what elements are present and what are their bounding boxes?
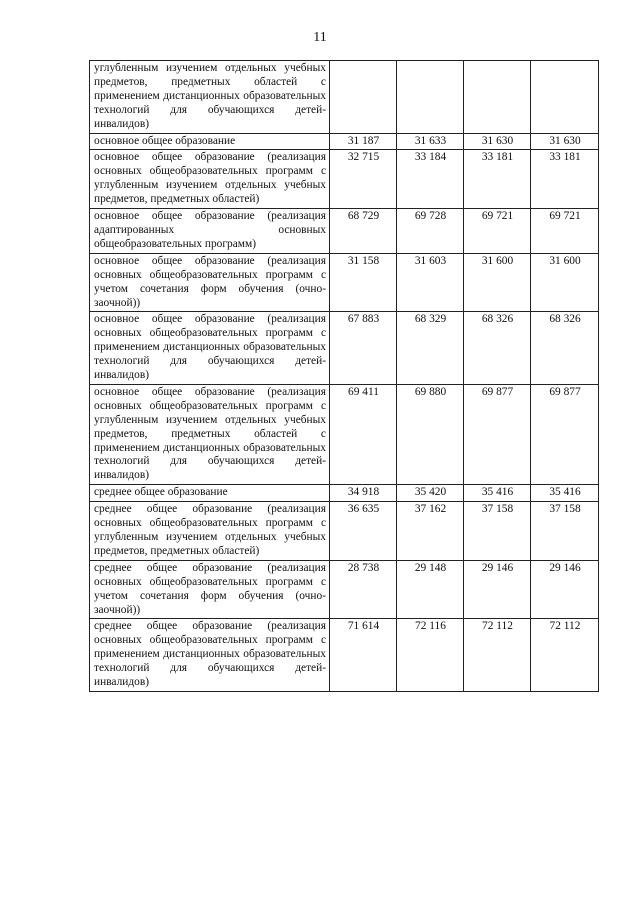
value-col-1: 34 918 (330, 485, 397, 502)
value-col-1: 68 729 (330, 209, 397, 254)
value-col-3: 37 158 (464, 502, 531, 561)
row-description: основное общее образование (90, 133, 330, 150)
value-col-3: 69 721 (464, 209, 531, 254)
row-description: основное общее образование (реализация основных общеобразовательных программ с учетом сочетания форм обучения (очно-заочной)) (90, 253, 330, 312)
value-col-4: 37 158 (531, 502, 599, 561)
row-description: основное общее образование (реализация основных общеобразовательных программ с углубленным изучением отдельных учебных предметов, предметных областей) (90, 150, 330, 209)
value-col-3: 29 146 (464, 560, 531, 619)
row-description: углубленным изучением отдельных учебных предметов, предметных областей с применением дистанционных образовательных технологий для обучающихся детей-инвалидов) (90, 61, 330, 134)
table-row (90, 560, 599, 619)
table-row (90, 253, 599, 312)
value-col-1 (330, 61, 397, 134)
value-col-2: 29 148 (397, 560, 464, 619)
table-row (90, 485, 599, 502)
value-col-4: 69 721 (531, 209, 599, 254)
table-row (90, 502, 599, 561)
value-col-4: 68 326 (531, 312, 599, 385)
value-col-2: 72 116 (397, 619, 464, 692)
table-row (90, 384, 599, 484)
value-col-1: 36 635 (330, 502, 397, 561)
row-description: среднее общее образование (реализация основных общеобразовательных программ с углубленным изучением отдельных учебных предметов, предметных областей) (90, 502, 330, 561)
table-row (90, 209, 599, 254)
value-col-1: 69 411 (330, 384, 397, 484)
value-col-2: 31 633 (397, 133, 464, 150)
value-col-1: 31 187 (330, 133, 397, 150)
table-row (90, 312, 599, 385)
value-col-2: 31 603 (397, 253, 464, 312)
value-col-3: 35 416 (464, 485, 531, 502)
value-col-3: 33 181 (464, 150, 531, 209)
value-col-2: 35 420 (397, 485, 464, 502)
value-col-2: 68 329 (397, 312, 464, 385)
row-description: основное общее образование (реализация основных общеобразовательных программ с углубленным изучением отдельных учебных предметов, предметных областей с применением дистанционных образовательных технологий для обучающихся детей-инвалидов) (90, 384, 330, 484)
value-col-3: 68 326 (464, 312, 531, 385)
table-row (90, 150, 599, 209)
value-col-4: 33 181 (531, 150, 599, 209)
value-col-4: 29 146 (531, 560, 599, 619)
value-col-3: 69 877 (464, 384, 531, 484)
row-description: среднее общее образование (90, 485, 330, 502)
value-col-2: 37 162 (397, 502, 464, 561)
row-description: среднее общее образование (реализация основных общеобразовательных программ с применением дистанционных образовательных технологий для обучающихся детей-инвалидов) (90, 619, 330, 692)
value-col-1: 71 614 (330, 619, 397, 692)
value-col-4 (531, 61, 599, 134)
value-col-2: 33 184 (397, 150, 464, 209)
row-description: среднее общее образование (реализация основных общеобразовательных программ с учетом сочетания форм обучения (очно-заочной)) (90, 560, 330, 619)
value-col-2: 69 880 (397, 384, 464, 484)
value-col-4: 31 600 (531, 253, 599, 312)
value-col-1: 67 883 (330, 312, 397, 385)
table-row (90, 61, 599, 134)
value-col-4: 69 877 (531, 384, 599, 484)
value-col-1: 31 158 (330, 253, 397, 312)
cost-table (89, 60, 599, 692)
value-col-3: 31 630 (464, 133, 531, 150)
table-row (90, 133, 599, 150)
value-col-1: 28 738 (330, 560, 397, 619)
value-col-3: 72 112 (464, 619, 531, 692)
value-col-4: 35 416 (531, 485, 599, 502)
value-col-3 (464, 61, 531, 134)
value-col-4: 31 630 (531, 133, 599, 150)
value-col-4: 72 112 (531, 619, 599, 692)
value-col-3: 31 600 (464, 253, 531, 312)
value-col-1: 32 715 (330, 150, 397, 209)
value-col-2 (397, 61, 464, 134)
row-description: основное общее образование (реализация основных общеобразовательных программ с применением дистанционных образовательных технологий для обучающихся детей-инвалидов) (90, 312, 330, 385)
value-col-2: 69 728 (397, 209, 464, 254)
table-row (90, 619, 599, 692)
page-number: 11 (313, 30, 327, 45)
row-description: основное общее образование (реализация адаптированных основных общеобразовательных программ) (90, 209, 330, 254)
